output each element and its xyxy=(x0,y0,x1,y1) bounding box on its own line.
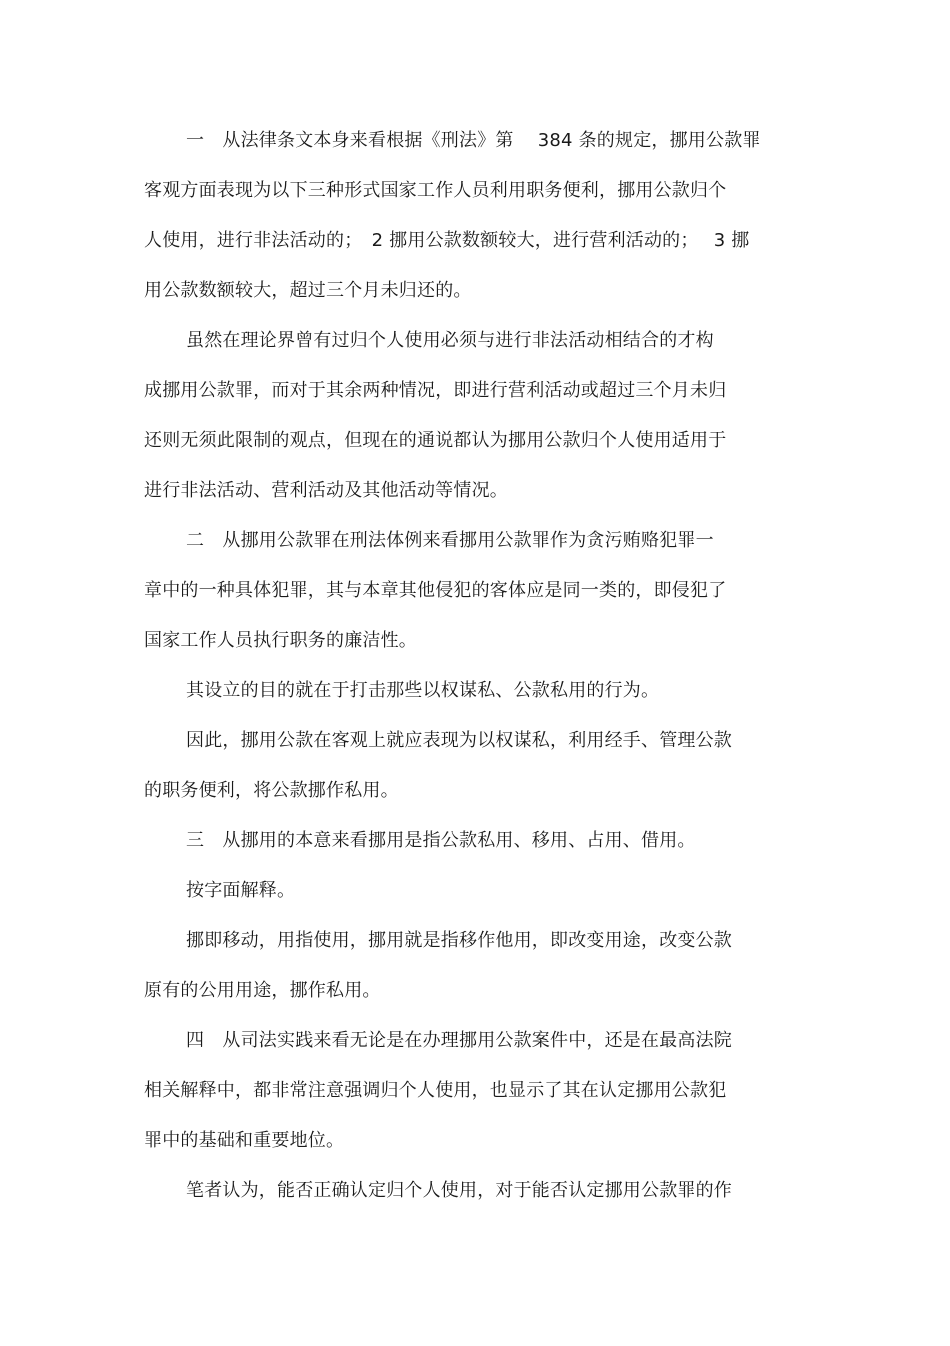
text-line: 四 从司法实践来看无论是在办理挪用公款案件中，还是在最高法院 xyxy=(186,1030,732,1051)
text-line: 国家工作人员执行职务的廉洁性。 xyxy=(144,630,417,651)
text-line: 原有的公用用途，挪作私用。 xyxy=(144,980,381,1001)
text-line: 用公款数额较大，超过三个月未归还的。 xyxy=(144,280,472,301)
text-line: 按字面解释。 xyxy=(186,880,296,901)
text-line: 虽然在理论界曾有过归个人使用必须与进行非法活动相结合的才构 xyxy=(186,330,714,351)
text-line: 三 从挪用的本意来看挪用是指公款私用、移用、占用、借用。 xyxy=(186,830,696,851)
text-line: 客观方面表现为以下三种形式国家工作人员利用职务便利，挪用公款归个 xyxy=(144,180,727,201)
text-line: 还则无须此限制的观点，但现在的通说都认为挪用公款归个人使用适用于 xyxy=(144,430,727,451)
text-line: 一 从法律条文本身来看根据《刑法》第 384 条的规定，挪用公款罪 xyxy=(186,130,761,151)
text-line: 进行非法活动、营利活动及其他活动等情况。 xyxy=(144,480,508,501)
text-line: 挪即移动，用指使用，挪用就是指移作他用，即改变用途，改变公款 xyxy=(186,930,732,951)
text-line: 成挪用公款罪，而对于其余两种情况，即进行营利活动或超过三个月未归 xyxy=(144,380,727,401)
text-line: 的职务便利，将公款挪作私用。 xyxy=(144,780,399,801)
text-line: 其设立的目的就在于打击那些以权谋私、公款私用的行为。 xyxy=(186,680,660,701)
text-line: 罪中的基础和重要地位。 xyxy=(144,1130,345,1151)
text-line: 二 从挪用公款罪在刑法体例来看挪用公款罪作为贪污贿赂犯罪一 xyxy=(186,530,714,551)
text-line: 笔者认为，能否正确认定归个人使用，对于能否认定挪用公款罪的作 xyxy=(186,1180,732,1201)
text-line: 相关解释中，都非常注意强调归个人使用，也显示了其在认定挪用公款犯 xyxy=(144,1080,727,1101)
text-line: 因此，挪用公款在客观上就应表现为以权谋私，利用经手、管理公款 xyxy=(186,730,732,751)
text-line: 人使用，进行非法活动的； 2 挪用公款数额较大，进行营利活动的； 3 挪 xyxy=(144,230,750,251)
text-line: 章中的一种具体犯罪，其与本章其他侵犯的客体应是同一类的，即侵犯了 xyxy=(144,580,727,601)
